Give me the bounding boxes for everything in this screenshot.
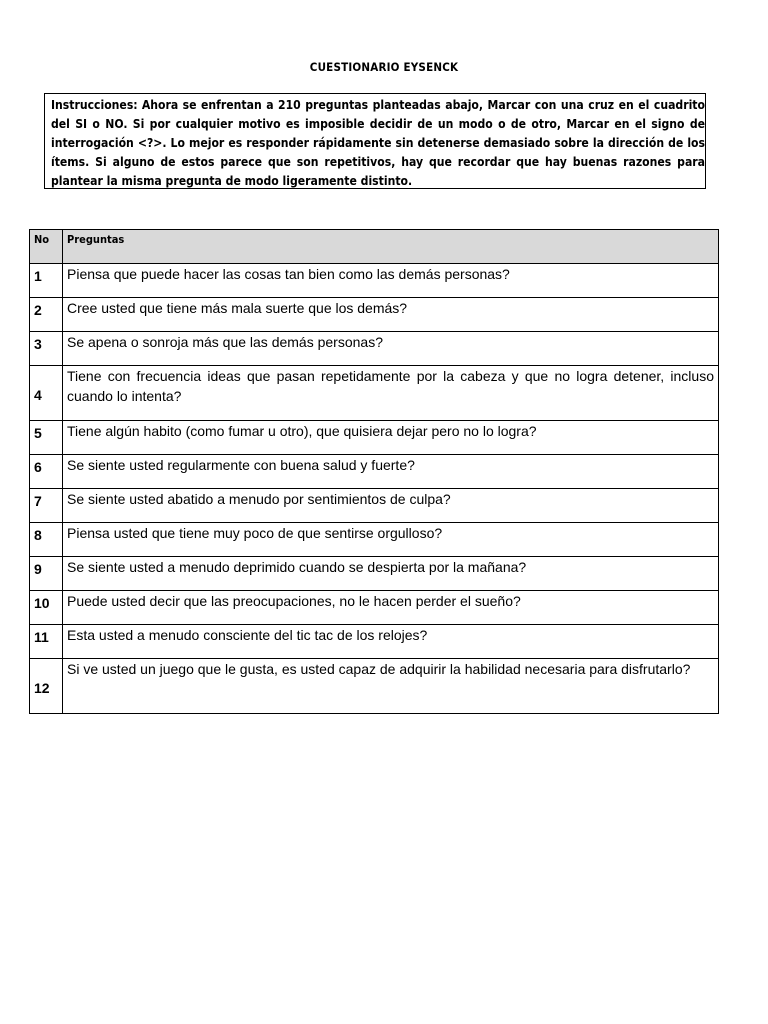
table-row — [30, 455, 719, 489]
question-number: 6 — [30, 455, 63, 489]
question-number: 7 — [30, 489, 63, 523]
question-text: Se siente usted regularmente con buena salud y fuerte? — [63, 455, 719, 489]
question-text: Cree usted que tiene más mala suerte que los demás? — [63, 298, 719, 332]
question-text: Piensa que puede hacer las cosas tan bien como las demás personas? — [63, 264, 719, 298]
table-row — [30, 489, 719, 523]
table-row — [30, 421, 719, 455]
question-number: 2 — [30, 298, 63, 332]
question-text: Piensa usted que tiene muy poco de que sentirse orgulloso? — [63, 523, 719, 557]
table-row — [30, 264, 719, 298]
question-number: 12 — [30, 659, 63, 714]
question-text: Se siente usted a menudo deprimido cuando se despierta por la mañana? — [63, 557, 719, 591]
instructions-text: Ahora se enfrentan a 210 preguntas planteadas abajo, Marcar con una cruz en el cuadrito del SI o NO. Si por cualquier motivo es imposible decidir de un modo o de otro, Marcar en el signo de interrogación <?>. Lo mejor es responder rápidamente sin detenerse demasiado sobre la dirección de los ítems. Si alguno de estos parece que son repetitivos, hay que recordar que hay buenas razones para plantear la misma pregunta de modo ligeramente distinto. — [51, 98, 705, 188]
question-text: Tiene algún habito (como fumar u otro), que quisiera dejar pero no lo logra? — [63, 421, 719, 455]
question-number: 11 — [30, 625, 63, 659]
table-row — [30, 625, 719, 659]
question-number: 10 — [30, 591, 63, 625]
instructions-box — [44, 93, 706, 189]
table-row — [30, 659, 719, 714]
page-title: CUESTIONARIO EYSENCK — [309, 60, 459, 74]
column-header-questions: Preguntas — [63, 230, 719, 264]
instructions-label: Instrucciones: — [51, 98, 138, 112]
question-text: Se apena o sonroja más que las demás personas? — [63, 332, 719, 366]
table-header-row — [30, 230, 719, 264]
table-row — [30, 366, 719, 421]
table-row — [30, 557, 719, 591]
question-number: 4 — [30, 366, 63, 421]
question-text: Tiene con frecuencia ideas que pasan repetidamente por la cabeza y que no logra detener, incluso cuando lo intenta? — [63, 366, 719, 421]
question-number: 1 — [30, 264, 63, 298]
table-row — [30, 332, 719, 366]
table-row — [30, 591, 719, 625]
question-text: Esta usted a menudo consciente del tic tac de los relojes? — [63, 625, 719, 659]
column-header-no: No — [30, 230, 63, 264]
question-number: 8 — [30, 523, 63, 557]
question-text: Puede usted decir que las preocupaciones, no le hacen perder el sueño? — [63, 591, 719, 625]
table-row — [30, 523, 719, 557]
question-text: Se siente usted abatido a menudo por sentimientos de culpa? — [63, 489, 719, 523]
table-row — [30, 298, 719, 332]
question-number: 5 — [30, 421, 63, 455]
questions-table — [29, 229, 719, 714]
question-number: 3 — [30, 332, 63, 366]
question-number: 9 — [30, 557, 63, 591]
question-text: Si ve usted un juego que le gusta, es usted capaz de adquirir la habilidad necesaria para disfrutarlo? — [63, 659, 719, 714]
